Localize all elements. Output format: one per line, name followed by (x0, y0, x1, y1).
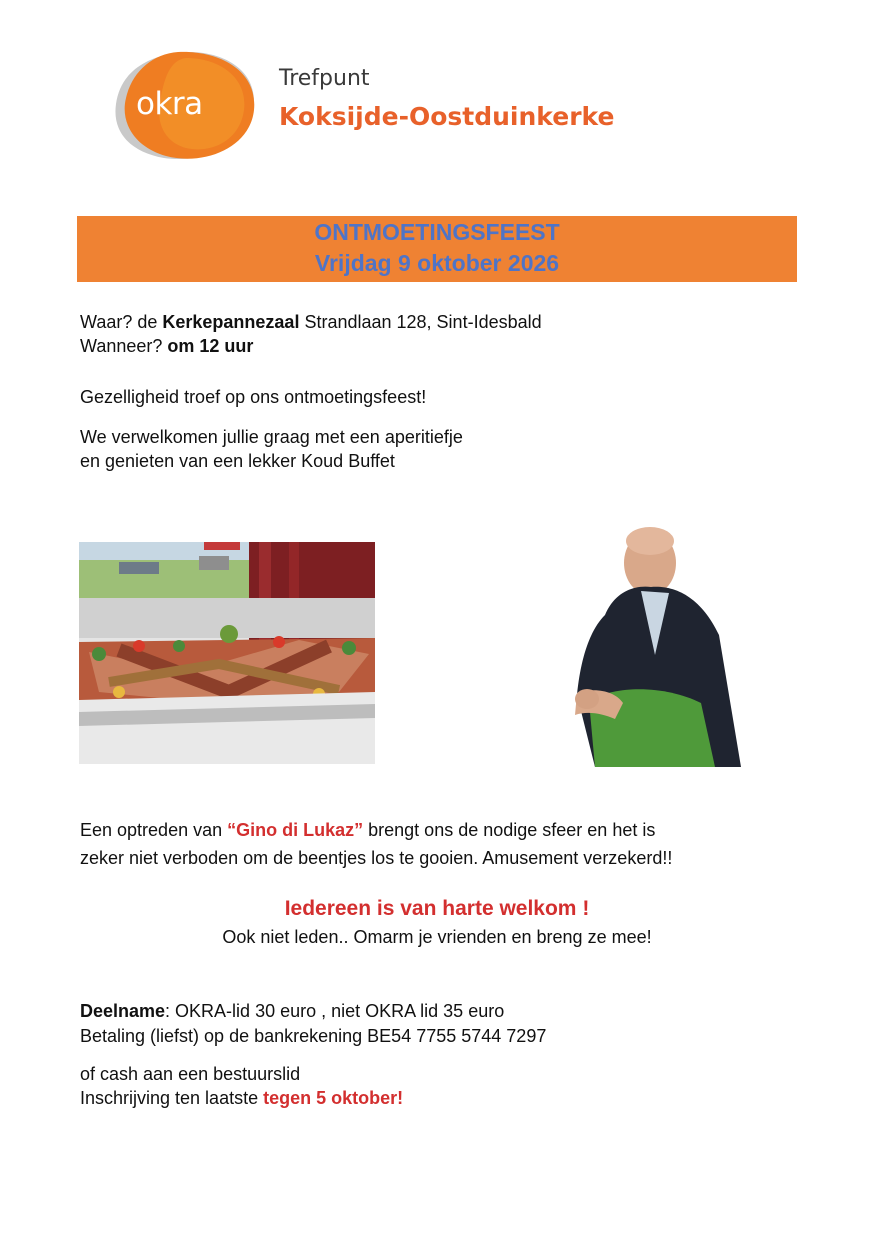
deadline-date: tegen 5 oktober! (263, 1088, 404, 1108)
intro-line-2: We verwelkomen jullie graag met een aperitiefje (80, 427, 463, 447)
buffet-photo (79, 542, 375, 764)
event-time: om 12 uur (167, 336, 254, 356)
intro-line-3: en genieten van een lekker Koud Buffet (80, 451, 395, 471)
brand-subtitle: Trefpunt (279, 66, 370, 91)
deadline-line (80, 1086, 403, 1110)
bank-line: Betaling (liefst) op de bankrekening BE54 7755 5744 7297 (80, 1026, 547, 1046)
when-line (80, 334, 253, 358)
participation-prices: : OKRA-lid 30 euro , niet OKRA lid 35 euro (165, 1001, 505, 1021)
venue-address: Strandlaan 128, Sint-Idesbald (299, 312, 542, 332)
brand-title: Koksijde-Oostduinkerke (279, 102, 615, 131)
welcome-subtext: Ook niet leden.. Omarm je vrienden en breng ze mee! (222, 927, 652, 947)
performance-pre: Een optreden van (80, 820, 228, 840)
welcome-headline: Iedereen is van harte welkom ! (284, 897, 590, 920)
event-title: ONTMOETINGSFEEST (314, 219, 560, 245)
logo-wordmark: okra (136, 86, 203, 122)
where-label: Waar? de (80, 312, 163, 332)
event-date: Vrijdag 9 oktober 2026 (314, 250, 560, 276)
participation-line (80, 999, 504, 1023)
where-line (80, 310, 542, 334)
performance-post: brengt ons de nodige sfeer en het is (363, 820, 656, 840)
participation-label: Deelname (80, 1001, 166, 1021)
performance-line-2: zeker niet verboden om de beentjes los te gooien. Amusement verzekerd!! (80, 848, 673, 868)
intro-line-1: Gezelligheid troef op ons ontmoetingsfeest! (80, 387, 427, 407)
event-banner (77, 216, 797, 282)
cash-line: of cash aan een bestuurslid (80, 1064, 301, 1084)
when-label: Wanneer? (80, 336, 168, 356)
performer-photo (505, 505, 775, 767)
artist-name: “Gino di Lukaz” (227, 820, 364, 840)
venue-name: Kerkepannezaal (162, 312, 300, 332)
deadline-label: Inschrijving ten laatste (80, 1088, 264, 1108)
performance-line-1 (80, 818, 655, 842)
